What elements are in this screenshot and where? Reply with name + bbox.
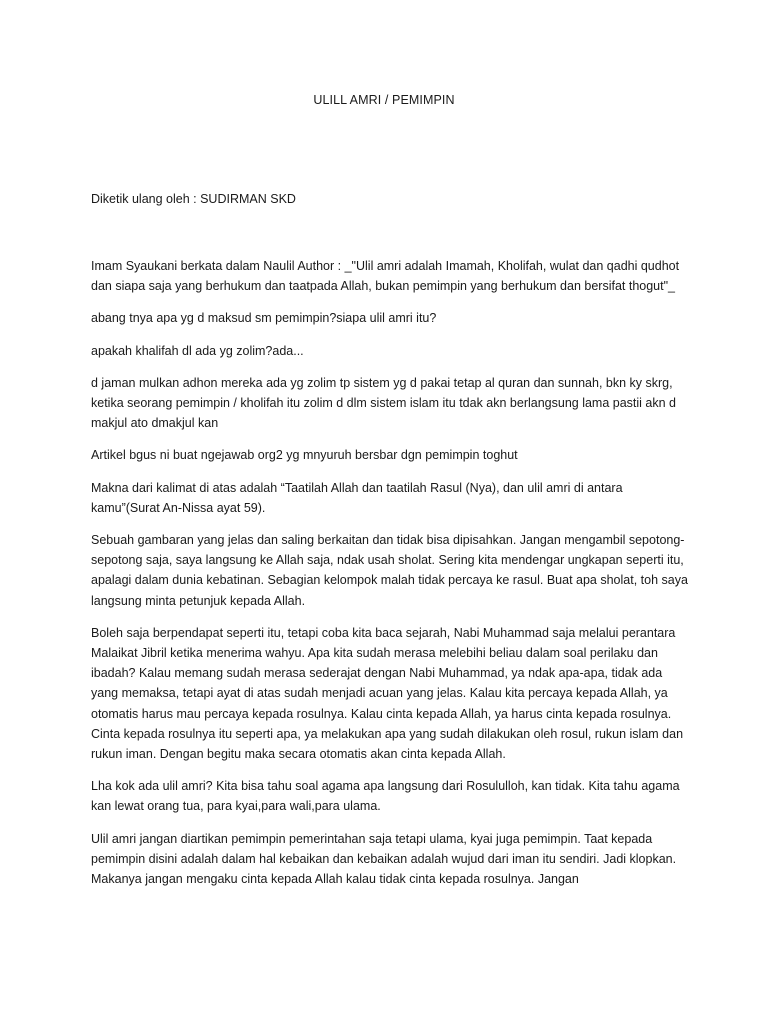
paragraph: d jaman mulkan adhon mereka ada yg zolim tp sistem yg d pakai tetap al quran dan sunnah, bkn ky skrg, ketika seorang pemimpin / kholifah itu zolim d dlm sistem islam itu tdak akn berlangsung lama pastii akn d makjul ato dmakjul kan (91, 375, 676, 431)
paragraph: Makna dari kalimat di atas adalah “Taatilah Allah dan taatilah Rasul (Nya), dan ulil amri di antara kamu”(Surat An-Nissa ayat 59). (91, 480, 623, 515)
document-byline: Diketik ulang oleh : SUDIRMAN SKD (91, 192, 296, 206)
paragraph: Sebuah gambaran yang jelas dan saling berkaitan dan tidak bisa dipisahkan. Jangan mengambil sepotong-sepotong saja, saya langsung ke Allah saja, ndak usah sholat. Sering kita mendengar ungkapan seperti itu, apalagi dalam dunia kebatinan. Sebagian kelompok malah tidak percaya ke rasul. Buat apa sholat, toh saya langsung minta petunjuk kepada Allah. (91, 533, 688, 608)
paragraph: abang tnya apa yg d maksud sm pemimpin?siapa ulil amri itu? (91, 311, 437, 326)
paragraph: Imam Syaukani berkata dalam Naulil Author : _"Ulil amri adalah Imamah, Kholifah, wulat dan qadhi qudhot dan siapa saja yang berhukum dan taatpada Allah, bukan pemimpin yang berhukum dan bersifat thogut"_ (91, 259, 680, 294)
paragraph: apakah khalifah dl ada yg zolim?ada... (91, 343, 304, 358)
document-title: ULILL AMRI / PEMIMPIN (313, 93, 455, 107)
paragraph: Ulil amri jangan diartikan pemimpin pemerintahan saja tetapi ulama, kyai juga pemimpin. Taat kepada pemimpin disini adalah dalam hal kebaikan dan kebaikan adalah wujud dari iman itu sendiri. Jadi klopkan. Makanya jangan mengaku cinta kepada Allah kalau tidak cinta kepada rosulnya. Jangan (91, 831, 677, 887)
paragraph: Boleh saja berpendapat seperti itu, tetapi coba kita baca sejarah, Nabi Muhammad saja melalui perantara Malaikat Jibril ketika menerima wahyu. Apa kita sudah merasa melebihi beliau dalam soal perilaku dan ibadah? Kalau memang sudah merasa sederajat dengan Nabi Muhammad, ya ndak apa-apa, tidak ada yang memaksa, tetapi ayat di atas sudah menjadi acuan yang jelas. Kalau kita percaya kepada Allah, ya otomatis harus mau percaya kepada rosulnya. Kalau cinta kepada Allah, ya harus cinta kepada rosulnya. Cinta kepada rosulnya itu seperti apa, ya melakukan apa yang sudah dilakukan oleh rosul, rukun islam dan rukun iman. Dengan begitu maka secara otomatis akan cinta kepada Allah. (91, 625, 684, 762)
paragraph: Lha kok ada ulil amri? Kita bisa tahu soal agama apa langsung dari Rosululloh, kan tidak. Kita tahu agama kan lewat orang tua, para kyai,para wali,para ulama. (91, 779, 680, 814)
paragraph: Artikel bgus ni buat ngejawab org2 yg mnyuruh bersbar dgn pemimpin toghut (91, 448, 518, 463)
document-body (91, 256, 691, 901)
